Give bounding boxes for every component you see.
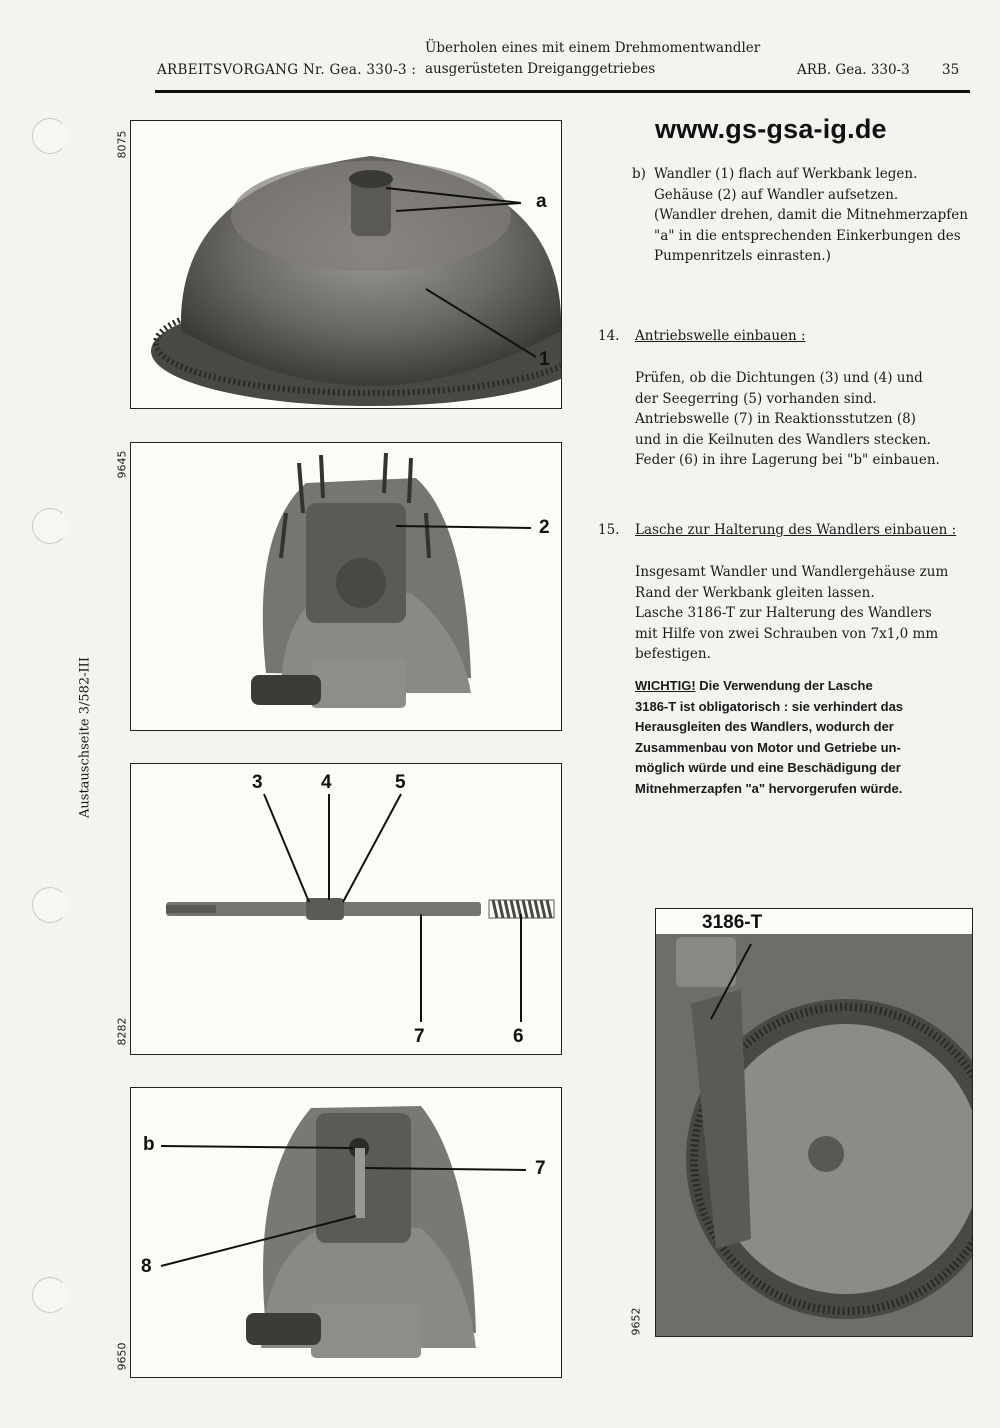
callout-3: 3: [252, 772, 263, 793]
punch-hole: [32, 118, 68, 154]
instruction-b: [654, 164, 974, 267]
valve-body: [311, 658, 406, 708]
instruction-line: der Seegerring (5) vorhanden sind.: [635, 390, 877, 407]
photo-number: 9645: [115, 450, 129, 479]
punch-hole: [32, 887, 68, 923]
instruction-line: Herausgleiten des Wandlers, wodurch der: [635, 719, 894, 734]
step-15-body: [635, 562, 970, 665]
step-14-title: Antriebswelle einbauen :: [635, 328, 806, 344]
retaining-strap-illustration: [656, 909, 972, 1336]
step-15-warning: [635, 676, 970, 799]
callout-4: 4: [321, 772, 332, 793]
shaft-installed-illustration: [131, 1088, 561, 1377]
instruction-line: Feder (6) in ihre Lagerung bei "b" einbauen.: [635, 452, 940, 468]
instruction-line: befestigen.: [635, 646, 711, 662]
step-15-title: Lasche zur Halterung des Wandlers einbauen :: [635, 522, 957, 538]
instruction-line: 3186-T ist obligatorisch : sie verhindert das: [635, 698, 904, 714]
figure-shaft-installed: [130, 1087, 562, 1378]
side-reference: Austauschseite 3/582-III: [77, 657, 93, 818]
callout-b: b: [143, 1134, 155, 1155]
figure-converter: [130, 120, 562, 409]
photo-number: 8075: [115, 130, 129, 159]
callout-a: a: [536, 191, 547, 212]
callout-1: 1: [539, 349, 550, 370]
instruction-line: Insgesamt Wandler und Wandlergehäuse zum: [635, 564, 949, 580]
instruction-line: Rand der Werkbank gleiten lassen.: [635, 584, 875, 601]
step-15-number: 15.: [598, 522, 620, 538]
punch-hole: [32, 508, 68, 544]
converter-illustration: [131, 121, 561, 408]
instruction-line: "a" in die entsprechenden Einkerbungen des: [654, 227, 961, 244]
header-divider: [155, 90, 970, 93]
instruction-line: Mitnehmerzapfen "a" hervorgerufen würde.: [635, 780, 903, 796]
photo-number: 8282: [115, 1017, 129, 1046]
housing-illustration: [131, 443, 561, 730]
punch-hole: [32, 1277, 68, 1313]
step-14-number: 14.: [598, 328, 620, 344]
instruction-line: mit Hilfe von zwei Schrauben von 7x1,0 mm: [635, 625, 939, 642]
instruction-line: Gehäuse (2) auf Wandler aufsetzen.: [654, 186, 899, 203]
header-arb-code: ARB. Gea. 330-3: [797, 62, 910, 78]
header-title-line2: ausgerüsteten Dreiganggetriebes: [425, 61, 656, 77]
instruction-line: Zusammenbau von Motor und Getriebe un-: [635, 739, 901, 755]
callout-7: 7: [414, 1026, 425, 1047]
page-number: 35: [942, 62, 960, 78]
header-operation-number: ARBEITSVORGANG Nr. Gea. 330-3 :: [157, 62, 417, 78]
callout-3186-t: 3186-T: [702, 912, 763, 933]
photo-number: 9650: [115, 1342, 129, 1371]
instruction-line: Pumpenritzels einrasten.): [654, 248, 831, 264]
instruction-line: Antriebswelle (7) in Reaktionsstutzen (8): [635, 411, 916, 427]
instruction-line: Die Verwendung der Lasche: [699, 678, 873, 693]
callout-2: 2: [539, 517, 550, 538]
figure-housing: [130, 442, 562, 731]
figure-retaining-strap: [655, 908, 973, 1337]
instruction-line: möglich würde und eine Beschädigung der: [635, 760, 901, 775]
website-watermark: www.gs-gsa-ig.de: [655, 114, 887, 144]
callout-5: 5: [395, 772, 406, 793]
header-title-line1: Überholen eines mit einem Drehmomentwandler: [425, 40, 761, 56]
header-title: [425, 38, 760, 80]
instruction-line: Wandler (1) flach auf Werkbank legen.: [654, 166, 918, 182]
callout-6: 6: [513, 1026, 524, 1047]
instruction-line: Lasche 3186-T zur Halterung des Wandlers: [635, 605, 932, 621]
instruction-b-marker: b): [632, 166, 646, 182]
instruction-line: (Wandler drehen, damit die Mitnehmerzapfen: [654, 207, 968, 223]
instruction-line: Prüfen, ob die Dichtungen (3) und (4) und: [635, 370, 923, 386]
photo-number: 9652: [629, 1307, 643, 1336]
figure-shaft: [130, 763, 562, 1055]
step-14-body: [635, 368, 965, 471]
instruction-line: und in die Keilnuten des Wandlers stecken.: [635, 431, 931, 448]
warning-label: WICHTIG!: [635, 678, 696, 693]
warning-first-line: [635, 676, 970, 697]
callout-7: 7: [535, 1158, 546, 1179]
callout-8: 8: [141, 1256, 152, 1277]
shaft-illustration: [131, 764, 561, 1054]
